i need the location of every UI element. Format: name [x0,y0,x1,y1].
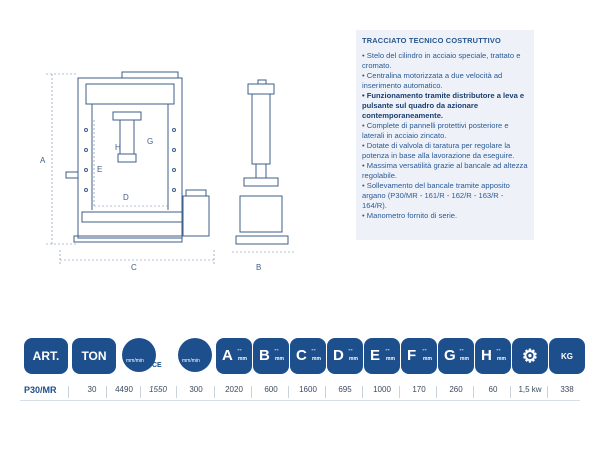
spec-item: • Complete di pannelli protettivi posteriore e laterali in acciaio zincato. [362,121,509,140]
dim-label-e: E [97,165,103,174]
value-300: 300 [189,385,203,394]
value-f: 170 [412,385,426,394]
weight-kg-icon: KG [549,338,585,374]
value-weight: 338 [560,385,574,394]
spec-icons-row [0,338,600,378]
speed-icon-1: mm/min [122,338,158,374]
dim-label-b: B [256,263,262,272]
dim-a-icon: A ↔ mm [216,338,252,374]
dim-label-c: C [131,263,137,272]
dim-label-h: H [115,143,121,152]
spec-list [362,51,528,221]
spec-item: • Centralina motorizzata a due velocità ad inserimento automatico. [362,71,503,90]
motor-gear-icon: ⚙ [512,338,548,374]
value-g: 260 [449,385,463,394]
press-front-frame [78,78,182,238]
dim-label-g: G [147,137,154,146]
value-a: 2020 [225,385,243,394]
ce-mark: CE [152,362,162,369]
dim-d-icon: D ↔ mm [327,338,363,374]
press-technical-drawing [0,0,350,290]
spec-title: TRACCIATO TECNICO COSTRUTTIVO [362,36,501,45]
spec-item: • Massima versatilità grazie al bancale ad altezza regolabile. [362,161,528,180]
technical-spec-box [356,30,534,240]
dim-f-icon: F ↔ mm [401,338,437,374]
spec-item: • Manometro fornito di serie. [362,211,458,220]
value-ton: 30 [87,385,97,394]
value-art: P30/MR [24,385,57,395]
value-4490: 4490 [115,385,133,394]
dim-e-icon: E ↔ mm [364,338,400,374]
dim-label-d: D [123,193,129,202]
value-d: 695 [338,385,352,394]
dim-h-icon: H ↔ mm [475,338,511,374]
dim-g-icon: G ↔ mm [438,338,474,374]
value-h: 60 [488,385,498,394]
values-divider [20,400,580,401]
speed-icon-2: mm/min [178,338,214,374]
spec-item: • Dotate di valvola di taratura per regolare la potenza in base alla lavorazione da eseguire. [362,141,515,160]
spec-item: • Stelo del cilindro in acciaio speciale, trattato e cromato. [362,51,521,70]
spec-item: • Funzionamento tramite distributore a leva e pulsante sul quadro da azionare contemporaneamente. [362,91,525,120]
spec-item: • Sollevamento del bancale tramite apposito argano (P30/MR - 161/R - 162/R - 163/R - 164/R). [362,181,510,210]
value-e: 1000 [373,385,391,394]
dim-b-icon: B ↔ mm [253,338,289,374]
ton-badge: TON [72,338,108,374]
dim-label-a: A [40,156,46,165]
dim-c-icon: C ↔ mm [290,338,326,374]
value-motor: 1,5 kw [518,385,542,394]
value-1550: 1550 [149,385,167,394]
spec-values-row [0,385,600,399]
value-c: 1600 [299,385,317,394]
art-badge: ART. [24,338,60,374]
value-b: 600 [264,385,278,394]
